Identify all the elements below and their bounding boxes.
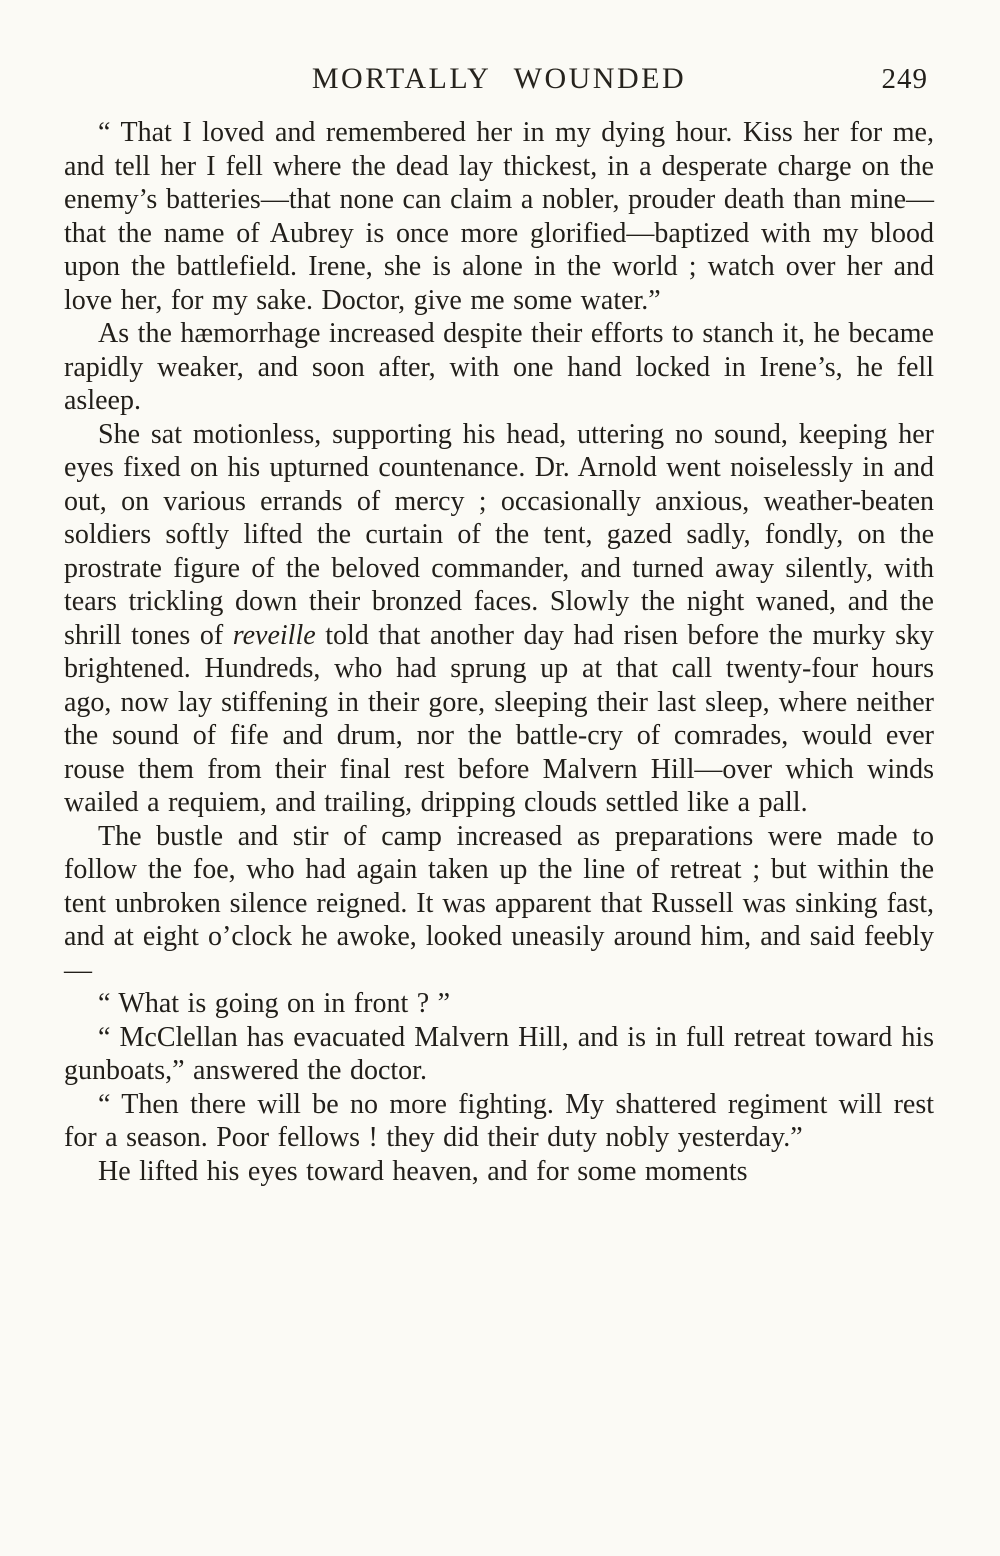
paragraph-6-dialogue: “ McClellan has evacuated Malvern Hill, and is in full retreat toward his gunboats,” answered the doctor. xyxy=(64,1021,934,1086)
paragraph-4: The bustle and stir of camp increased as preparations were made to follow the foe, who had again taken up the line of retreat ; but within the tent unbroken silence reigned. It was apparent that Russell was sinking fast, and at eight o’clock he awoke, looked uneasily around him, and said feebly— xyxy=(64,820,934,986)
paragraph-3-text-before: She sat motionless, supporting his head, uttering no sound, keeping her eyes fixed on his upturned countenance. Dr. Arnold went noiselessly in and out, on various errands of mercy ; occasionally anxious, weather-beaten soldiers softly lifted the curtain of the tent, gazed sadly, fondly, on the prostrate figure of the beloved commander, and turned away silently, with tears trickling down their bronzed faces. Slowly the night waned, and the shrill tones of xyxy=(64,418,934,651)
italic-word-reveille: reveille xyxy=(232,619,316,651)
paragraph-2: As the hæmorrhage increased despite their efforts to stanch it, he became rapidly weaker, and soon after, with one hand locked in Irene’s, he fell asleep. xyxy=(64,318,934,416)
paragraph-3 xyxy=(64,418,934,820)
paragraph-3-text-after: told that another day had risen before the murky sky brightened. Hundreds, who had sprung up at that call twenty-four hours ago, now lay stiffening in their gore, sleeping their last sleep, where neither the sound of fife and drum, nor the battle-cry of comrades, would ever rouse them from their final rest before Malvern Hill—over which winds wailed a requiem, and trailing, dripping clouds settled like a pall. xyxy=(64,619,934,818)
paragraph-7-dialogue: “ Then there will be no more fighting. My shattered regiment will rest for a season. Poor fellows ! they did their duty nobly yesterday.” xyxy=(64,1088,934,1153)
running-title: MORTALLY WOUNDED xyxy=(311,62,687,95)
page-number: 249 xyxy=(881,63,928,95)
paragraph-1: “ That I loved and remembered her in my dying hour. Kiss her for me, and tell her I fell where the dead lay thickest, in a desperate charge on the enemy’s batteries—that none can claim a nobler, prouder death than mine—that the name of Aubrey is once more glorified—baptized with my blood upon the battlefield. Irene, she is alone in the world ; watch over her and love her, for my sake. Doctor, give me some water.” xyxy=(64,117,934,316)
page-body xyxy=(64,116,934,1188)
paragraph-8: He lifted his eyes toward heaven, and for some moments xyxy=(98,1155,748,1187)
paragraph-5-dialogue: “ What is going on in front ? ” xyxy=(98,988,451,1019)
page-header xyxy=(64,62,934,106)
